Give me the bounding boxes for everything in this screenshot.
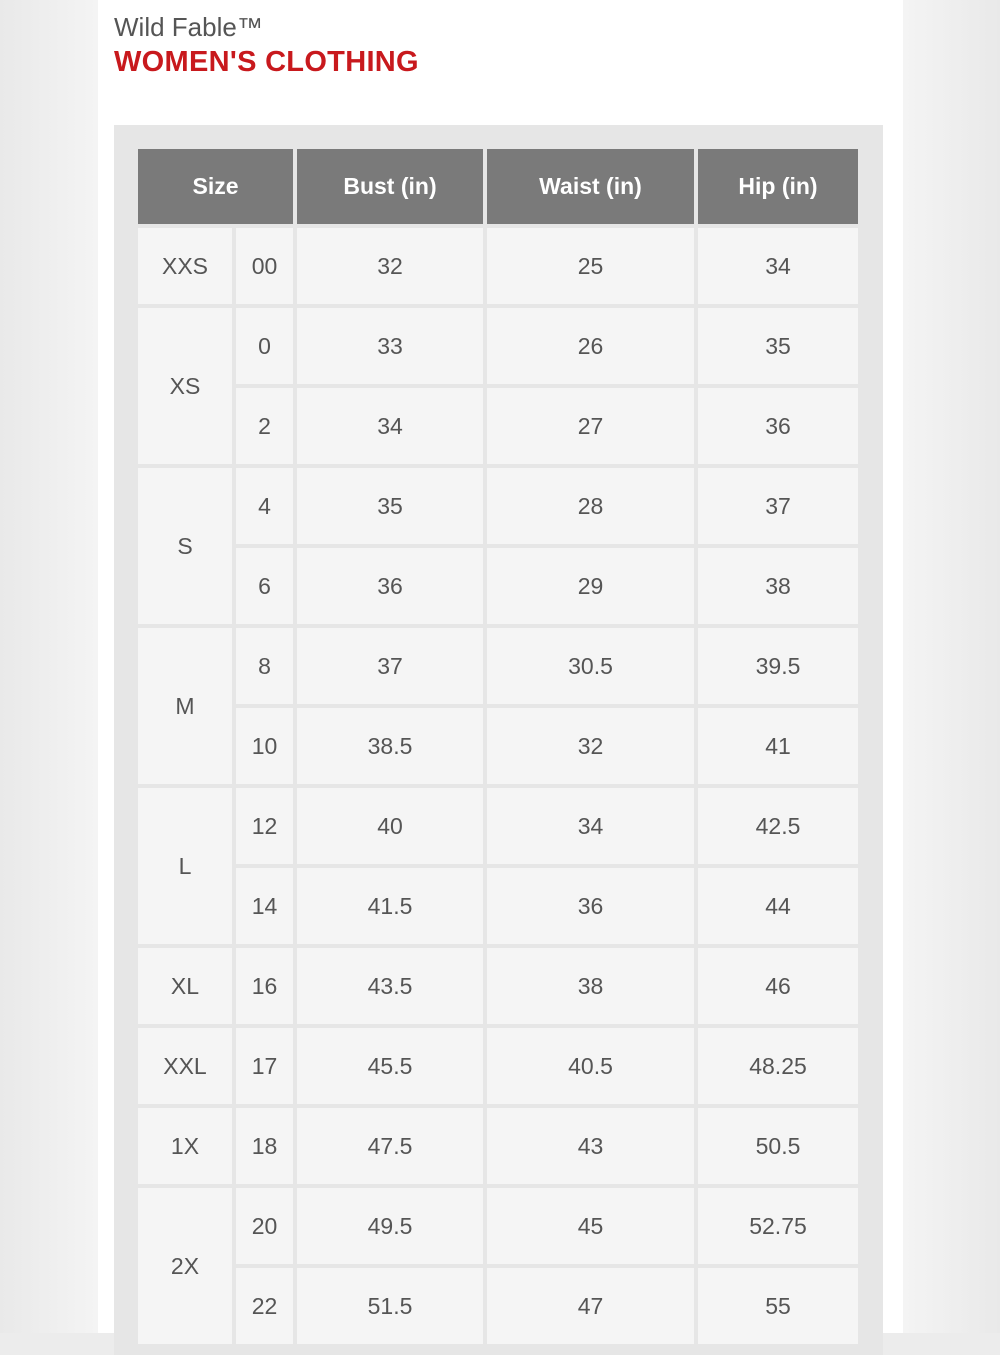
table-row xyxy=(138,308,858,384)
table-header-row xyxy=(138,149,858,224)
size-label-cell: M xyxy=(138,628,232,784)
hip-cell: 50.5 xyxy=(698,1108,858,1184)
table-row xyxy=(138,628,858,704)
hip-cell: 34 xyxy=(698,228,858,304)
table-row xyxy=(138,1108,858,1184)
size-label-cell: S xyxy=(138,468,232,624)
size-number-cell: 4 xyxy=(236,468,293,544)
waist-cell: 25 xyxy=(487,228,694,304)
hip-cell: 46 xyxy=(698,948,858,1024)
table-row xyxy=(138,548,858,624)
header-hip: Hip (in) xyxy=(698,149,858,224)
size-number-cell: 12 xyxy=(236,788,293,864)
table-row xyxy=(138,228,858,304)
bust-cell: 33 xyxy=(297,308,483,384)
waist-cell: 27 xyxy=(487,388,694,464)
size-number-cell: 2 xyxy=(236,388,293,464)
header-size: Size xyxy=(138,149,293,224)
waist-cell: 45 xyxy=(487,1188,694,1264)
hip-cell: 42.5 xyxy=(698,788,858,864)
header-waist: Waist (in) xyxy=(487,149,694,224)
size-number-cell: 8 xyxy=(236,628,293,704)
bust-cell: 41.5 xyxy=(297,868,483,944)
bust-cell: 38.5 xyxy=(297,708,483,784)
hip-cell: 41 xyxy=(698,708,858,784)
bust-cell: 45.5 xyxy=(297,1028,483,1104)
hip-cell: 38 xyxy=(698,548,858,624)
waist-cell: 34 xyxy=(487,788,694,864)
size-number-cell: 17 xyxy=(236,1028,293,1104)
waist-cell: 30.5 xyxy=(487,628,694,704)
size-number-cell: 14 xyxy=(236,868,293,944)
waist-cell: 32 xyxy=(487,708,694,784)
size-number-cell: 10 xyxy=(236,708,293,784)
size-number-cell: 22 xyxy=(236,1268,293,1344)
waist-cell: 40.5 xyxy=(487,1028,694,1104)
size-chart-page xyxy=(98,0,903,1333)
table-row xyxy=(138,388,858,464)
bust-cell: 40 xyxy=(297,788,483,864)
size-number-cell: 0 xyxy=(236,308,293,384)
bust-cell: 43.5 xyxy=(297,948,483,1024)
size-table-body xyxy=(138,228,858,1344)
waist-cell: 28 xyxy=(487,468,694,544)
size-number-cell: 00 xyxy=(236,228,293,304)
size-label-cell: XL xyxy=(138,948,232,1024)
hip-cell: 39.5 xyxy=(698,628,858,704)
bust-cell: 32 xyxy=(297,228,483,304)
waist-cell: 26 xyxy=(487,308,694,384)
size-label-cell: 1X xyxy=(138,1108,232,1184)
background-right xyxy=(903,0,1000,1333)
hip-cell: 48.25 xyxy=(698,1028,858,1104)
size-number-cell: 6 xyxy=(236,548,293,624)
bust-cell: 34 xyxy=(297,388,483,464)
waist-cell: 36 xyxy=(487,868,694,944)
brand-name: Wild Fable™ xyxy=(114,12,263,42)
hip-cell: 35 xyxy=(698,308,858,384)
header-bust: Bust (in) xyxy=(297,149,483,224)
waist-cell: 29 xyxy=(487,548,694,624)
table-row xyxy=(138,868,858,944)
hip-cell: 36 xyxy=(698,388,858,464)
bust-cell: 36 xyxy=(297,548,483,624)
bust-cell: 49.5 xyxy=(297,1188,483,1264)
bust-cell: 35 xyxy=(297,468,483,544)
size-number-cell: 16 xyxy=(236,948,293,1024)
size-number-cell: 18 xyxy=(236,1108,293,1184)
size-table-container xyxy=(114,125,883,1355)
background-left xyxy=(0,0,98,1333)
size-table xyxy=(134,145,862,1348)
bust-cell: 47.5 xyxy=(297,1108,483,1184)
size-number-cell: 20 xyxy=(236,1188,293,1264)
table-row xyxy=(138,1188,858,1264)
table-row xyxy=(138,468,858,544)
hip-cell: 44 xyxy=(698,868,858,944)
waist-cell: 43 xyxy=(487,1108,694,1184)
table-row xyxy=(138,788,858,864)
table-row xyxy=(138,708,858,784)
waist-cell: 38 xyxy=(487,948,694,1024)
waist-cell: 47 xyxy=(487,1268,694,1344)
hip-cell: 37 xyxy=(698,468,858,544)
bust-cell: 51.5 xyxy=(297,1268,483,1344)
size-label-cell: 2X xyxy=(138,1188,232,1344)
table-row xyxy=(138,1028,858,1104)
page-title: WOMEN'S CLOTHING xyxy=(114,46,419,78)
hip-cell: 52.75 xyxy=(698,1188,858,1264)
hip-cell: 55 xyxy=(698,1268,858,1344)
size-label-cell: XS xyxy=(138,308,232,464)
size-label-cell: XXS xyxy=(138,228,232,304)
table-row xyxy=(138,948,858,1024)
bust-cell: 37 xyxy=(297,628,483,704)
size-label-cell: XXL xyxy=(138,1028,232,1104)
size-label-cell: L xyxy=(138,788,232,944)
